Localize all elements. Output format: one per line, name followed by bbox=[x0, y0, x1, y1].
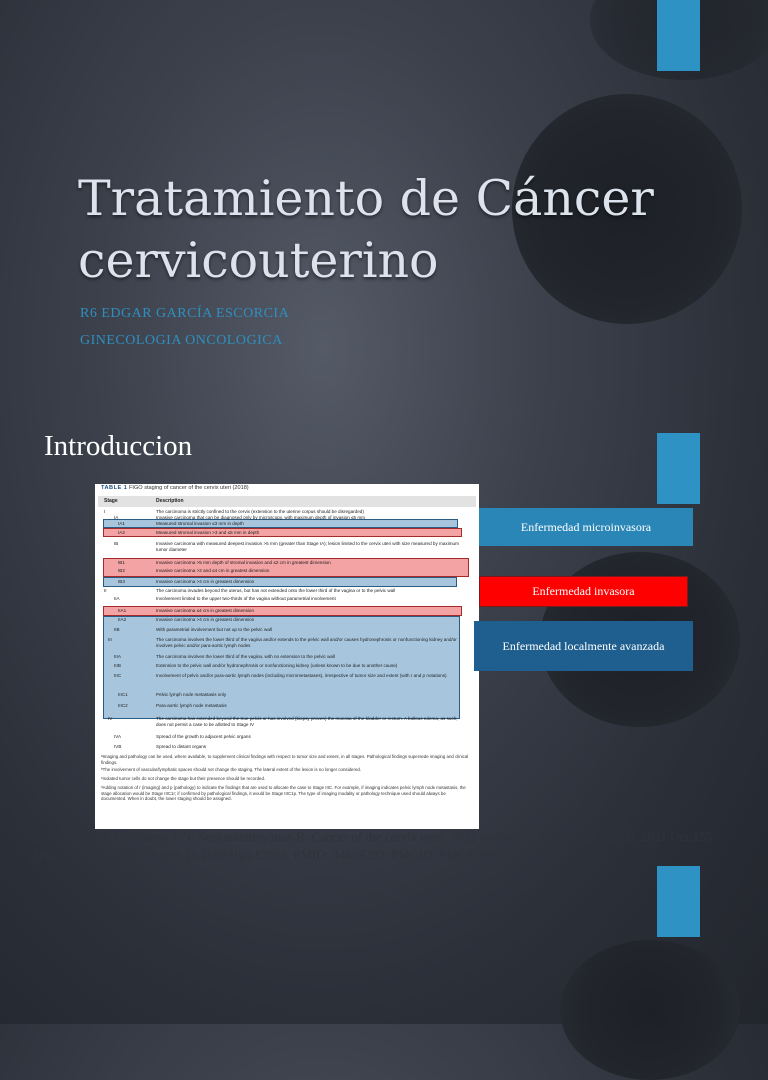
citation-reference: Bhatla N, Aoki D, Sharma DN, Sankaranarayanan R. Cancer of the cervix uteri: 2021 update. Int J Gynaecol Obstet. 2021 Oct;155 Suppl 1(Suppl 1):28-44. doi: 10.1002/ijgo.13865. PMID: 34669203; PMCID: PMC9298213. bbox=[32, 829, 713, 862]
description-cell: With parametrial involvement but not up to the pelvic wall bbox=[156, 627, 272, 632]
slide-title-text bbox=[78, 168, 698, 292]
stage-cell: IIIB bbox=[114, 663, 121, 668]
table-caption-prefix: TABLE 1 bbox=[101, 485, 128, 491]
slide-introduction bbox=[0, 430, 768, 1024]
table-footnote: ᵇThe involvement of vascular/lymphatic spaces should not change the staging. The lateral extent of the lesion is no longer considered. bbox=[101, 767, 362, 772]
decorative-circle bbox=[560, 940, 740, 1080]
slide-heading: Introduccion bbox=[44, 430, 193, 462]
accent-bar bbox=[657, 0, 700, 71]
stage-cell: IV bbox=[108, 716, 113, 721]
description-cell: The carcinoma is strictly confined to the cervix (extension to the uterine corpus should be disregarded) bbox=[156, 509, 364, 514]
header-description: Description bbox=[156, 498, 184, 504]
author-name: R6 EDGAR GARCÍA ESCORCIA bbox=[80, 306, 290, 321]
description-cell: The carcinoma involves the lower third of the vagina and/or extends to the pelvic wall and/or causes hydronephrosis or nonfunctioning kidney and/or involves pelvic and/or para-aortic lymph nodes bbox=[156, 637, 457, 648]
accent-bar bbox=[657, 866, 700, 937]
description-cell: Invasive carcinoma >5 mm depth of stromal invasion and ≤2 cm in greatest dimension bbox=[156, 560, 331, 565]
description-cell: Measured stromal invasion >3 and ≤5 mm in depth bbox=[156, 530, 260, 535]
stage-cell: IA bbox=[114, 515, 119, 520]
header-stage: Stage bbox=[104, 498, 118, 504]
label-localmente-avanzada: Enfermedad localmente avanzada bbox=[474, 621, 693, 671]
description-cell: Invasive carcinoma >4 cm in greatest dimension bbox=[156, 617, 255, 622]
stage-cell: IIIC1 bbox=[118, 692, 128, 697]
stage-cell: IA1 bbox=[118, 521, 125, 526]
stage-cell: IIA bbox=[114, 596, 120, 601]
department-name: GINECOLOGIA ONCOLOGICA bbox=[80, 333, 283, 348]
description-cell: The carcinoma invades beyond the uterus, but has not extended onto the lower third of the vagina or to the pelvic wall bbox=[156, 588, 396, 593]
description-cell: Extension to the pelvic wall and/or hydronephrosis or nonfunctioning kidney (unless known to be due to another cause) bbox=[156, 663, 398, 668]
description-cell: Spread to distant organs bbox=[156, 744, 207, 749]
figo-staging-table bbox=[95, 484, 479, 829]
table-footnote: ᵈAdding notation of r (imaging) and p (pathology) to indicate the findings that are used to allocate the case to Stage IIIC. For example, if imaging indicates pelvic lymph node metastasis, the stage allocation would be Stage IIIC1r; if confirmed by pathological findings, it would be Stage IIIC1p. The type of imaging modality or pathology technique used should always be documented. When in doubt, the lower staging should be assigned. bbox=[101, 785, 466, 801]
description-cell: Involvement limited to the upper two-thirds of the vagina without parametrial involvement bbox=[156, 596, 336, 601]
stage-cell: IIA2 bbox=[118, 617, 127, 622]
accent-bar bbox=[657, 433, 700, 504]
stage-cell: IIIC bbox=[114, 673, 122, 678]
description-cell: Involvement of pelvic and/or para-aortic lymph nodes (including micrometastases), irrespective of tumor size and extent (with r and p notations) bbox=[156, 673, 447, 678]
description-cell: Para-aortic lymph node metastasis bbox=[156, 703, 227, 708]
title-line-2: cervicouterino bbox=[78, 232, 439, 289]
table-caption bbox=[101, 486, 249, 492]
stage-cell: IVA bbox=[114, 734, 122, 739]
description-cell: Spread of the growth to adjacent pelvic organs bbox=[156, 734, 251, 739]
stage-cell: IB3 bbox=[118, 579, 125, 584]
stage-cell: IIB bbox=[114, 627, 120, 632]
stage-cell: IB2 bbox=[118, 568, 125, 573]
table-footnote: ᵃImaging and pathology can be used, where available, to supplement clinical findings with respect to tumor size and extent, in all stages. Pathological findings supersede imaging and clinical findings. bbox=[101, 754, 469, 765]
label-microinvasora: Enfermedad microinvasora bbox=[479, 508, 693, 546]
description-cell: Pelvic lymph node metastasis only bbox=[156, 692, 227, 697]
stage-cell: IB1 bbox=[118, 560, 125, 565]
description-cell: The carcinoma has extended beyond the true pelvis or has involved (biopsy proven) the mucosa of the bladder or rectum. A bullous edema, as such, does not permit a case to be allotted to Stage IV bbox=[156, 716, 458, 727]
stage-cell: IVB bbox=[114, 744, 122, 749]
title-line-1: Tratamiento de Cáncer bbox=[78, 170, 654, 227]
stage-cell: III bbox=[108, 637, 112, 642]
stage-cell: IIIC2 bbox=[118, 703, 128, 708]
description-cell: Invasive carcinoma with measured deepest invasion >5 mm (greater than Stage IA); lesion limited to the cervix uteri with size measured by maximum tumor diameter bbox=[156, 541, 459, 552]
description-cell: Invasive carcinoma that can be diagnosed only by microscopy, with maximum depth of invasion ≤5 mm bbox=[156, 515, 365, 520]
description-cell: Invasive carcinoma >4 cm in greatest dimension bbox=[156, 579, 255, 584]
stage-cell: IIIA bbox=[114, 654, 121, 659]
stage-cell: IA2 bbox=[118, 530, 125, 535]
table-header bbox=[98, 496, 476, 507]
label-invasora: Enfermedad invasora bbox=[479, 576, 688, 607]
stage-cell: I bbox=[104, 509, 106, 514]
stage-cell: II bbox=[104, 588, 107, 593]
description-cell: The carcinoma involves the lower third of the vagina, with no extension to the pelvic wall bbox=[156, 654, 335, 659]
description-cell: Invasive carcinoma >2 and ≤4 cm in greatest dimension bbox=[156, 568, 270, 573]
description-cell: Invasive carcinoma ≤4 cm in greatest dimension bbox=[156, 608, 255, 613]
table-footnote: ᶜIsolated tumor cells do not change the stage but their presence should be recorded. bbox=[101, 776, 266, 781]
stage-cell: IIA1 bbox=[118, 608, 127, 613]
table-caption-text: FIGO staging of cancer of the cervix uteri (2018) bbox=[128, 485, 249, 491]
stage-cell: IB bbox=[114, 541, 119, 546]
description-cell: Measured stromal invasion ≤3 mm in depth bbox=[156, 521, 244, 526]
